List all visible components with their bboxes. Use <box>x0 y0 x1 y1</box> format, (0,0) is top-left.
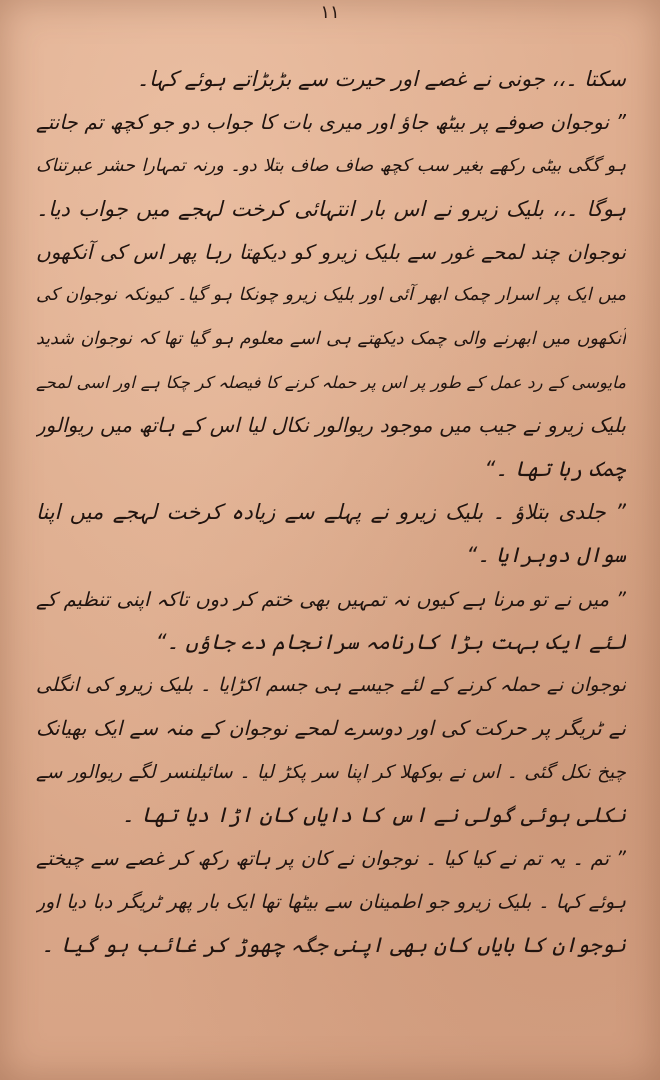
text-line: ہو گگی بیٹی رکھے بغیر سب کچھ صاف صاف بتلا دو۔ ورنہ تمہارا حشر عبرتناک <box>36 155 626 176</box>
page-number: ۱۱ <box>320 2 340 23</box>
text-line: آنکھوں میں ابھرنے والی چمک دیکھتے ہی اسے معلوم ہو گیا تھا کہ نوجوان شدید <box>36 328 626 349</box>
text-line: نوجوان نے حملہ کرنے کے لئے جیسے ہی جسم اکڑایا ۔ بلیک زیرو کی انگلی <box>36 674 626 697</box>
text-line: ہوگا ۔،، بلیک زیرو نے اس بار انتہائی کرخت لہجے میں جواب دیا۔ <box>36 196 626 221</box>
text-line: سوال دوہرایا ۔“ <box>466 543 626 568</box>
text-line: ” جلدی بتلاؤ ۔ بلیک زیرو نے پہلے سے زیادہ کرخت لہجے میں اپنا <box>36 499 626 524</box>
text-line: چمک رہا تھا ۔“ <box>484 456 626 481</box>
text-line: چیخ نکل گئی ۔ اس نے بوکھلا کر اپنا سر پکڑ لیا ۔ سائیلنسر لگے ریوالور سے <box>36 761 626 783</box>
text-line: لئے ایک بہت بڑا کارنامہ سرانجام دے جاؤں ۔“ <box>155 629 626 654</box>
text-line: نے ٹریگر پر حرکت کی اور دوسرے لمحے نوجوان کے منہ سے ایک بھیانک <box>36 716 626 741</box>
text-line: ” میں نے تو مرنا ہے کیوں نہ تمہیں بھی ختم کر دوں تاکہ اپنی تنظیم کے <box>36 587 626 611</box>
text-line: بلیک زیرو نے جیب میں موجود ریوالور نکال لیا اس کے ہاتھ میں ریوالور <box>36 413 626 438</box>
text-line: میں ایک پر اسرار چمک ابھر آئی اور بلیک زیرو چونکا ہو گیا۔ کیونکہ نوجوان کی <box>36 285 626 306</box>
text-line: ہوئے کہا ۔ بلیک زیرو جو اطمینان سے بیٹھا تھا ایک بار پھر ٹریگر دبا دیا اور <box>36 890 626 913</box>
text-line: ” تم ۔ یہ تم نے کیا کیا ۔ نوجوان نے کان پر ہاتھ رکھ کر غصے سے چیختے <box>36 847 626 871</box>
text-line: مایوسی کے رد عمل کے طور پر اس پر حملہ کرنے کا فیصلہ کر چکا ہے اور اسی لمحے <box>36 373 626 393</box>
text-line: نوجوان چند لمحے غور سے بلیک زیرو کو دیکھتا رہا پھر اس کی آنکھوں <box>36 240 626 265</box>
text-line: نوجوان کا بایاں کان بھی اپنی جگہ چھوڑ کر غائب ہو گیا ۔ <box>41 932 626 957</box>
text-line: نکلی ہوئی گولی نے اس کا دایاں کان اڑا دیا تھا ۔ <box>121 803 626 828</box>
text-body <box>36 58 626 967</box>
text-line: ” نوجوان صوفے پر بیٹھ جاؤ اور میری بات کا جواب دو جو کچھ تم جانتے <box>36 110 626 135</box>
text-line: سکتا ۔،، جونی نے غصے اور حیرت سے بڑبڑاتے ہوئے کہا۔ <box>136 67 626 91</box>
